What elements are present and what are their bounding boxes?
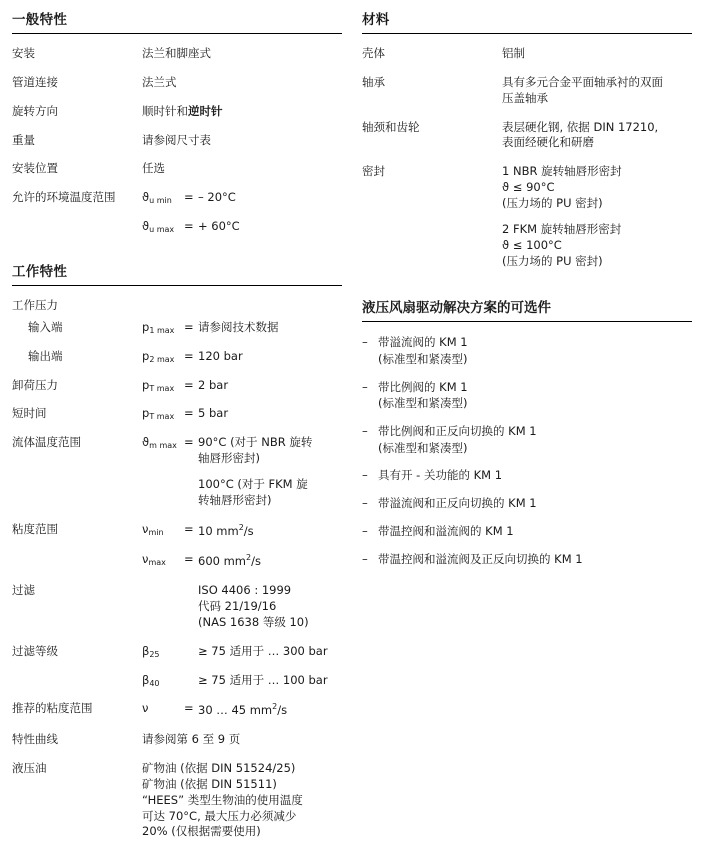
symbol: ϑu max <box>142 219 175 235</box>
value-line: 代码 21/19/16 <box>198 598 277 613</box>
option-line: 带溢流阀的 KM 1 <box>378 335 468 350</box>
value-line: 具有多元合金平面轴承衬的双面 <box>502 74 663 89</box>
dash-icon: – <box>362 523 368 538</box>
table-row <box>362 164 692 282</box>
value-spacer <box>502 212 692 222</box>
options-list <box>362 334 692 567</box>
row-label: 重量 <box>12 132 35 147</box>
row-value: 120 bar <box>198 348 243 363</box>
dash-icon: – <box>362 496 368 511</box>
table-row <box>12 349 342 378</box>
right-column <box>362 8 692 578</box>
row-label: 密封 <box>362 164 385 179</box>
value-line: ISO 4406 : 1999 <box>198 583 292 598</box>
table-row <box>12 673 342 702</box>
materials-divider <box>362 33 692 34</box>
row-value: 600 $mm^2/s$ <box>198 553 261 569</box>
list-item <box>362 495 692 512</box>
value-spacer <box>198 467 342 477</box>
table-row <box>12 104 342 133</box>
materials-title: 材料 <box>362 12 390 28</box>
table-row <box>12 732 342 761</box>
row-value: 2 bar <box>198 377 229 392</box>
list-item <box>362 467 692 484</box>
dash-icon: – <box>362 424 368 439</box>
dash-icon: – <box>362 551 368 566</box>
row-value <box>142 761 342 853</box>
operating-characteristics-table <box>12 298 342 853</box>
value-line: 2 FKM 旋转轴唇形密封 <box>502 221 622 236</box>
equals: = <box>184 319 194 334</box>
option-line: 带溢流阀和正反向切换的 KM 1 <box>378 496 537 511</box>
equals: = <box>184 552 194 567</box>
table-row <box>12 761 342 853</box>
list-item <box>362 423 692 456</box>
dash-icon: – <box>362 468 368 483</box>
table-row <box>12 46 342 75</box>
list-item <box>362 523 692 540</box>
value-line: (NAS 1638 等级 10) <box>198 614 309 629</box>
row-label: 短时间 <box>12 406 47 421</box>
value-line: 90°C (对于 NBR 旋转 <box>198 435 313 450</box>
row-value: 5 bar <box>198 406 229 421</box>
value-line: 表层硬化钢, 依据 DIN 17210, <box>502 119 659 134</box>
list-item <box>362 379 692 412</box>
row-value <box>142 104 342 133</box>
symbol: pT max <box>142 377 175 393</box>
value-line: (压力场的 PU 密封) <box>502 253 603 268</box>
table-row <box>12 406 342 435</box>
table-row <box>12 219 342 248</box>
operating-pressure-label: 工作压力 <box>12 298 58 313</box>
options-title: 液压风扇驱动解决方案的可选件 <box>362 300 551 317</box>
row-label: 过滤等级 <box>12 643 58 658</box>
symbol: p1 max <box>142 319 175 335</box>
row-value: ≥ 75 适用于 … 300 bar <box>198 643 328 658</box>
row-label: 卸荷压力 <box>12 377 58 392</box>
table-row <box>362 46 692 75</box>
general-characteristics-table <box>12 46 342 248</box>
row-value: 法兰式 <box>142 74 177 89</box>
symbol: p2 max <box>142 348 175 364</box>
row-value: + 60°C <box>198 219 240 234</box>
option-line: 带温控阀和溢流阀的 KM 1 <box>378 523 514 538</box>
equals: = <box>184 406 194 421</box>
general-divider <box>12 33 342 34</box>
operating-divider <box>12 285 342 286</box>
option-line: (标准型和紧凑型) <box>378 396 468 411</box>
row-label: 轴颈和齿轮 <box>362 119 420 134</box>
row-label: 过滤 <box>12 583 35 598</box>
symbol: β25 <box>142 643 160 659</box>
row-value: 法兰和脚座式 <box>142 46 211 60</box>
row-label: 允许的环境温度范围 <box>12 190 116 205</box>
list-item <box>362 551 692 568</box>
value-line: (压力场的 PU 密封) <box>502 196 603 211</box>
symbol: νmax <box>142 552 166 568</box>
table-row <box>12 522 342 553</box>
option-line: 带比例阀和正反向切换的 KM 1 <box>378 424 537 439</box>
row-label: 轴承 <box>362 74 385 89</box>
rotation-ccw: 逆时针 <box>188 103 223 118</box>
options-divider <box>362 321 692 322</box>
row-label: 推荐的粘度范围 <box>12 701 93 716</box>
table-row <box>12 75 342 104</box>
option-line: 具有开 - 关功能的 KM 1 <box>378 468 503 483</box>
row-value <box>502 120 692 165</box>
table-row <box>362 75 692 120</box>
value-line: 100°C (对于 FKM 旋 <box>198 477 308 492</box>
row-value <box>502 75 692 120</box>
table-row <box>12 133 342 162</box>
table-row <box>362 120 692 165</box>
equals: = <box>184 701 194 716</box>
list-item <box>362 334 692 367</box>
value-line: ϑ ≤ 100°C <box>502 237 562 252</box>
row-label: 安装位置 <box>12 161 58 176</box>
table-row <box>12 435 342 521</box>
row-value <box>502 164 692 282</box>
value-line: 压盖轴承 <box>502 90 548 105</box>
left-column <box>12 8 342 853</box>
row-label: 粘度范围 <box>12 521 58 536</box>
row-value: 10 $mm^2/s$ <box>198 522 254 538</box>
row-value: 30 … 45 $mm^2/s$ <box>198 702 288 718</box>
row-label: 液压油 <box>12 760 47 775</box>
row-label: 输出端 <box>28 348 63 363</box>
rotation-cw: 顺时针和 <box>142 103 188 118</box>
value-line: 矿物油 (依据 DIN 51524/25) <box>142 760 296 775</box>
table-row <box>12 161 342 190</box>
row-value <box>198 435 342 521</box>
equals: = <box>184 348 194 363</box>
table-row <box>12 190 342 219</box>
option-line: 带温控阀和溢流阀及正反向切换的 KM 1 <box>378 551 583 566</box>
equals: = <box>184 219 194 234</box>
option-line: (标准型和紧凑型) <box>378 352 468 367</box>
symbol: ν <box>142 701 149 716</box>
materials-table <box>362 46 692 282</box>
row-label: 安装 <box>12 46 35 60</box>
equals: = <box>184 377 194 392</box>
row-label: 输入端 <box>28 319 63 334</box>
row-value: 请参阅第 6 至 9 页 <box>142 732 241 747</box>
table-row <box>12 701 342 732</box>
value-line: 轴唇形密封) <box>198 451 260 466</box>
symbol: pT max <box>142 406 175 422</box>
row-label: 旋转方向 <box>12 103 58 118</box>
row-label: 流体温度范围 <box>12 435 81 450</box>
symbol: β40 <box>142 672 160 688</box>
value-line: 矿物油 (依据 DIN 51511) <box>142 776 277 791</box>
equals: = <box>184 435 194 450</box>
operating-characteristics-title: 工作特性 <box>12 264 68 281</box>
table-row <box>12 583 342 644</box>
dash-icon: – <box>362 379 368 394</box>
option-line: 带比例阀的 KM 1 <box>378 379 468 394</box>
row-value: – 20°C <box>198 190 236 205</box>
dash-icon: – <box>362 335 368 350</box>
row-label: 壳体 <box>362 46 385 60</box>
row-value: ≥ 75 适用于 … 100 bar <box>198 672 328 687</box>
value-line: “HEES” 类型生物油的使用温度 <box>142 792 303 807</box>
row-value <box>502 46 692 75</box>
table-row <box>12 320 342 349</box>
symbol: ϑm max <box>142 435 177 451</box>
equals: = <box>184 190 194 205</box>
value-line: 表面经硬化和研磨 <box>502 135 594 150</box>
table-row <box>12 644 342 673</box>
row-label: 管道连接 <box>12 74 58 89</box>
value-line: ϑ ≤ 90°C <box>502 180 555 195</box>
value-line: 1 NBR 旋转轴唇形密封 <box>502 164 622 179</box>
row-value: 请参阅尺寸表 <box>142 132 211 147</box>
general-characteristics-title: 一般特性 <box>12 12 68 28</box>
option-line: (标准型和紧凑型) <box>378 440 468 455</box>
row-value <box>198 583 342 644</box>
value-line: 可达 70°C, 最大压力必须减少 <box>142 808 297 823</box>
value-line: 20% (仅根据需要使用) <box>142 824 261 839</box>
table-row <box>12 298 342 320</box>
value-line: 转轴唇形密封) <box>198 492 272 507</box>
row-label: 特性曲线 <box>12 732 58 747</box>
equals: = <box>184 521 194 536</box>
table-row <box>12 552 342 583</box>
row-value: 任选 <box>142 161 165 176</box>
value-line: 铝制 <box>502 46 525 60</box>
row-value: 请参阅技术数据 <box>198 319 279 334</box>
table-row <box>12 378 342 407</box>
symbol: νmin <box>142 521 164 537</box>
symbol: ϑu min <box>142 190 172 206</box>
